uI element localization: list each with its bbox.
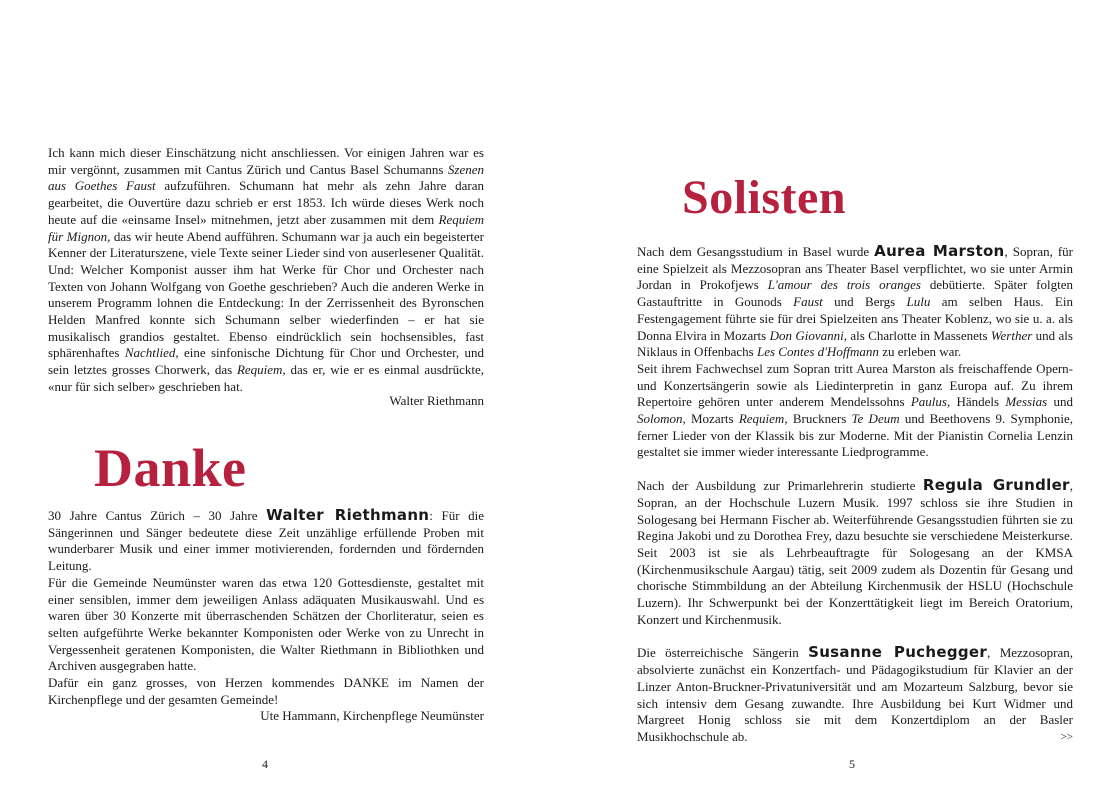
page-number-right: 5: [849, 757, 855, 771]
page-number-left: 4: [262, 757, 268, 771]
marston-paragraph-2: Seit ihrem Fachwechsel zum Sopran tritt Aurea Marston als freischaffende Opern- und Konzertsängerin sowie als Liedinterpretin in ganz Europa auf. Zu ihrem Repertoire gehören unter anderem Mendelssohns Paulus, Händels Messias und Solomon, Mozarts Requiem, Bruckners Te Deum und Beethovens 9. Symphonie, ferner Lieder von der Klassik bis zur Moderne. Mit der Pianistin Cornelia Lenzin gestaltet sie immer wieder interessante Liedprogramme.: [637, 360, 1073, 460]
solisten-section: [637, 243, 1073, 746]
conductor-name: Walter Riethmann: [266, 506, 430, 524]
danke-signature: Ute Hammann, Kirchenpflege Neumünster: [260, 708, 484, 724]
right-page: [560, 0, 1119, 794]
soloist-name-grundler: Regula Grundler: [922, 476, 1070, 495]
danke-paragraph-3: Dafür ein ganz grosses, von Herzen kommendes DANKE im Namen der Kirchenpflege und der gesamten Gemeinde!: [48, 675, 484, 707]
intro-signature: Walter Riethmann: [389, 393, 484, 408]
continue-marker: >>: [1060, 730, 1073, 743]
danke-paragraph-1: 30 Jahre Cantus Zürich – 30 Jahre Walter Riethmann: Für die Sängerinnen und Sänger bedeutete diese Zeit unzählige erfüllende Proben mit wunderbarer Musik und einer immer motivierenden, fordernden und fördernden Leitung.: [48, 506, 484, 574]
intro-paragraph: Ich kann mich dieser Einschätzung nicht anschliessen. Vor einigen Jahren war es mir vergönnt, zusammen mit Cantus Zürich und Cantus Basel Schumanns Szenen aus Goethes Faust aufzuführen. Schumann hat mehr als zehn Jahre daran gearbeitet, die Ouvertüre dazu schrieb er erst 1853. Ich würde dieses Werk noch heute auf die «einsame Insel» mitnehmen, jetzt aber zusammen mit dem Requiem für Mignon, das wir heute Abend aufführen. Schumann war ja auch ein begeisterter Kenner der Literaturszene, viele Texte seiner Lieder sind von auserlesener Qualität. Und: Welcher Komponist ausser ihm hat Werke für Chor und Orchester nach Texten von Johann Wolfgang von Goethe geschrieben? Auch die anderen Werke in unserem Programm lohnen die Entdeckung: In der Zerrissenheit des Byronschen Helden Manfred konnte sich Schumann selber wiederfinden – er hat sie musikalisch grandios gestaltet. Ebenso eindrücklich sein hochsensibles, fast sphärenhaftes Nachtlied, eine sinfonische Dichtung für Chor und Orchester, und sein letztes grosses Chorwerk, das Requiem, das er, wie er es einmal ausdrückte, «nur für sich selber» geschrieben hat.: [48, 145, 484, 394]
left-page: [0, 0, 559, 794]
danke-section: [48, 507, 484, 725]
danke-heading: Danke: [94, 438, 247, 498]
marston-paragraph-1: Nach dem Gesangsstudium in Basel wurde Aurea Marston, Sopran, für eine Spielzeit als Mezzosopran ans Theater Basel verpflichtet, wo sie unter Armin Jordan in Prokofjews L'amour des trois oranges debütierte. Später folgten Gastauftritte in Gounods Faust und Bergs Lulu am selben Haus. Ein Festengagement führte sie für drei Spielzeiten ans Theater Koblenz, wo sie u. a. als Donna Elvira in Mozarts Don Giovanni, als Charlotte in Massenets Werther und als Niklaus in Offenbachs Les Contes d'Hoffmann zu erleben war.: [637, 242, 1073, 360]
soloist-name-puchegger: Susanne Puchegger: [808, 643, 988, 662]
grundler-paragraph: Nach der Ausbildung zur Primarlehrerin studierte Regula Grundler, Sopran, an der Hochschule Luzern Musik. 1997 schloss sie ihre Studien in Sologesang bei Hermann Fischer ab. Weiterführende Gesangsstudien führten sie zu Regina Jakobi und zu Dorothea Frey, dazu besuchte sie verschiedene Meisterkurse. Seit 2003 ist sie als Lehrbeauftragte für Sologesang an der KMSA (Kirchenmusikschule Aargau) tätig, seit 2009 zudem als Dozentin für Gesang und chorische Stimmbildung an der Abteilung Kirchenmusik der HSLU (Hochschule Luzern). Ihr Schwerpunkt bei der Konzerttätigkeit liegt im Bereich Oratorium, Konzert und Kirchenmusik.: [637, 476, 1073, 627]
solisten-heading: Solisten: [682, 171, 847, 224]
soloist-name-marston: Aurea Marston: [874, 242, 1005, 260]
danke-paragraph-2: Für die Gemeinde Neumünster waren das etwa 120 Gottesdienste, gestaltet mit einer sensiblen, immer dem jeweiligen Anlass adäquaten Musikauswahl. Und es waren über 30 Konzerte mit überraschenden Schätzen der Chorliteratur, seien es selten aufgeführte Werke bekannter Komponisten oder Werke von zu Unrecht in Vergessenheit geratenen Komponisten, die Walter Riethmann in Bibliothken und Archiven ausgegraben hatte.: [48, 574, 484, 674]
puchegger-paragraph: Die österreichische Sängerin Susanne Puchegger, Mezzosopran, absolvierte zunächst ein Konzertfach- und Pädagogikstudium für Klavier an der Linzer Anton-Bruckner-Privatuniversität und am Mozarteum Salzburg, bevor sie sich intensiv dem Gesang zuwandte. Ihre Ausbildung bei Kurt Widmer und Margreet Honig schloss sie mit dem Konzertdiplom an der Basler Musikhochschule ab. >>: [637, 643, 1073, 744]
